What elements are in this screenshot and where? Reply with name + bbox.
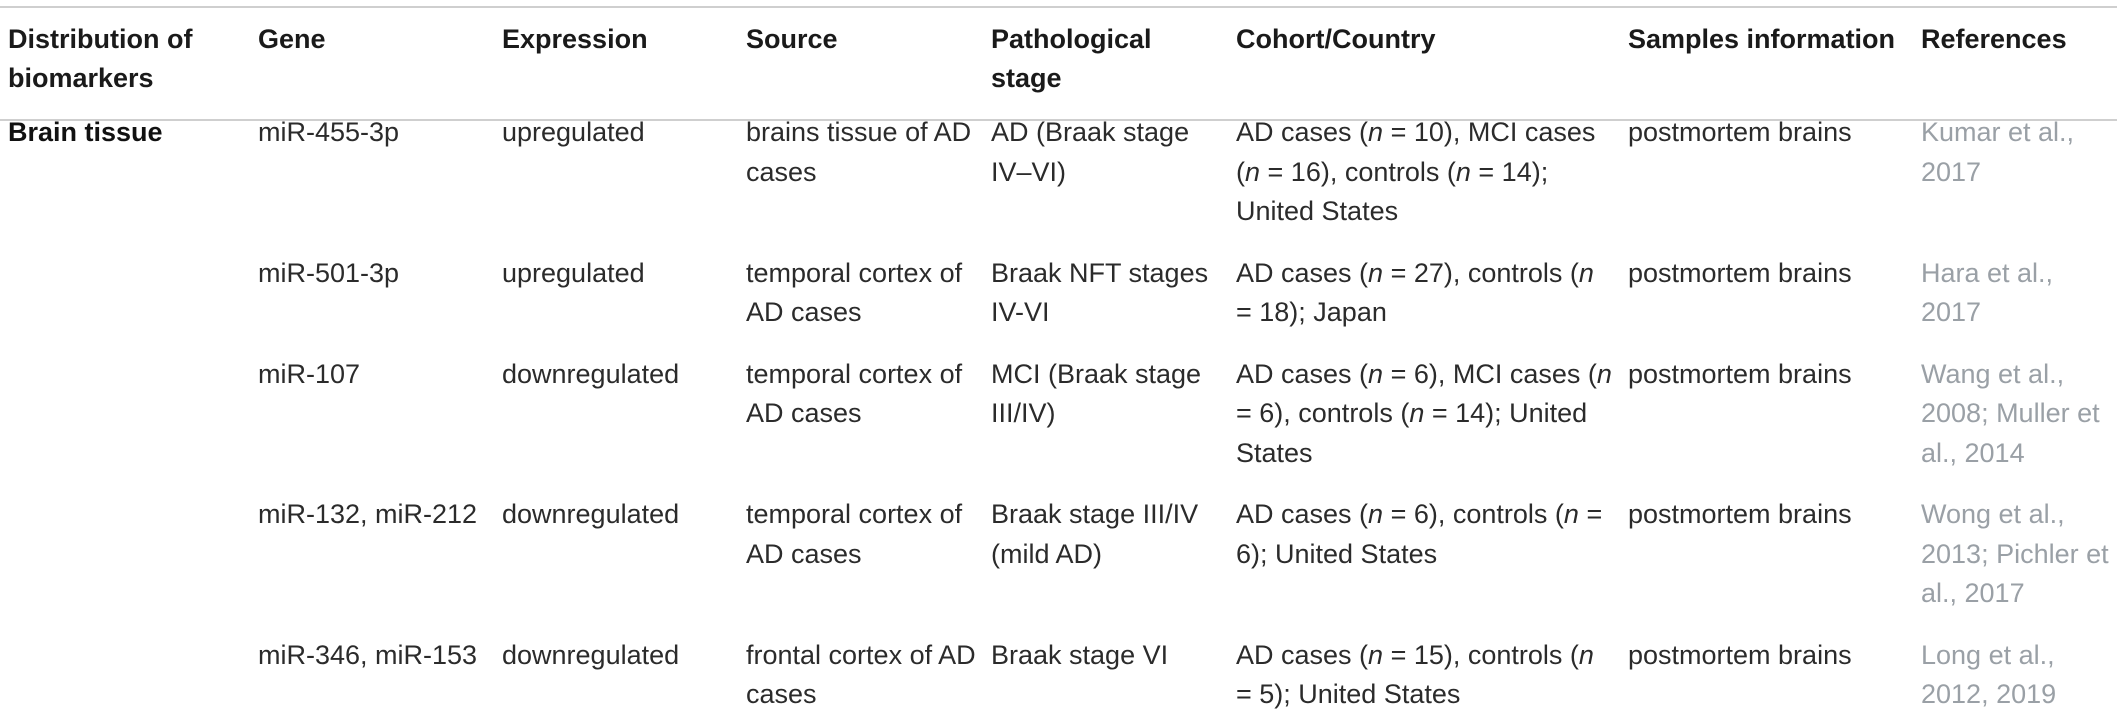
cell-source: temporal cortex of AD cases — [746, 257, 963, 327]
table-row — [0, 341, 2117, 482]
cell-references[interactable]: Hara et al., 2017 — [1921, 257, 2054, 327]
group-empty — [0, 622, 250, 723]
cell-gene: miR-346, miR-153 — [258, 639, 478, 670]
cell-stage: MCI (Braak stage III/IV) — [991, 358, 1202, 428]
group-label: Brain tissue — [8, 117, 163, 147]
cell-expression: downregulated — [502, 639, 680, 670]
table-header-row — [0, 0, 2117, 99]
cell-expression: upregulated — [502, 257, 645, 288]
cell-samples: postmortem brains — [1628, 257, 1852, 288]
header-gene: Gene — [258, 24, 326, 54]
cell-gene: miR-132, miR-212 — [258, 499, 478, 529]
cell-source: brains tissue of AD cases — [746, 117, 972, 187]
cell-samples: postmortem brains — [1628, 117, 1852, 147]
group-empty — [0, 341, 250, 482]
table-row — [0, 481, 2117, 622]
cell-gene: miR-107 — [258, 358, 361, 389]
cell-samples: postmortem brains — [1628, 499, 1852, 529]
cell-stage: AD (Braak stage IV–VI) — [991, 117, 1190, 187]
cell-stage: Braak NFT stages IV-VI — [991, 257, 1209, 327]
group-empty — [0, 240, 250, 341]
cell-cohort: AD cases (n = 6), MCI cases (n = 6), controls (n = 14); United States — [1236, 358, 1612, 468]
cell-source: temporal cortex of AD cases — [746, 358, 963, 428]
header-pathological-stage: Pathological stage — [991, 24, 1152, 93]
cell-references[interactable]: Wong et al., 2013; Pichler et al., 2017 — [1921, 499, 2109, 608]
cell-cohort: AD cases (n = 10), MCI cases (n = 16), controls (n = 14); United States — [1236, 117, 1596, 226]
header-source: Source — [746, 24, 838, 54]
cell-expression: upregulated — [502, 117, 645, 147]
cell-expression: downregulated — [502, 358, 680, 389]
cell-gene: miR-455-3p — [258, 117, 400, 147]
header-samples-information: Samples information — [1628, 24, 1896, 54]
cell-cohort: AD cases (n = 15), controls (n = 5); United States — [1236, 639, 1594, 709]
cell-stage: Braak stage VI — [991, 639, 1169, 670]
header-distribution: Distribution of biomarkers — [8, 24, 193, 93]
table-row — [0, 99, 2117, 240]
cell-references[interactable]: Long et al., 2012, 2019 — [1921, 639, 2057, 709]
table-row — [0, 622, 2117, 723]
cell-stage: Braak stage III/IV (mild AD) — [991, 499, 1199, 569]
cell-references[interactable]: Kumar et al., 2017 — [1921, 117, 2075, 187]
cell-gene: miR-501-3p — [258, 257, 400, 288]
header-references: References — [1921, 24, 2067, 54]
group-empty — [0, 481, 250, 622]
table-row — [0, 240, 2117, 341]
cell-source: frontal cortex of AD cases — [746, 639, 976, 709]
cell-cohort: AD cases (n = 6), controls (n = 6); United States — [1236, 499, 1603, 569]
cell-references[interactable]: Wang et al., 2008; Muller et al., 2014 — [1921, 358, 2100, 468]
cell-source: temporal cortex of AD cases — [746, 499, 963, 569]
header-expression: Expression — [502, 24, 648, 54]
cell-samples: postmortem brains — [1628, 639, 1852, 670]
cell-samples: postmortem brains — [1628, 358, 1852, 389]
header-cohort-country: Cohort/Country — [1236, 24, 1436, 54]
cell-cohort: AD cases (n = 27), controls (n = 18); Japan — [1236, 257, 1594, 327]
cell-expression: downregulated — [502, 499, 680, 529]
